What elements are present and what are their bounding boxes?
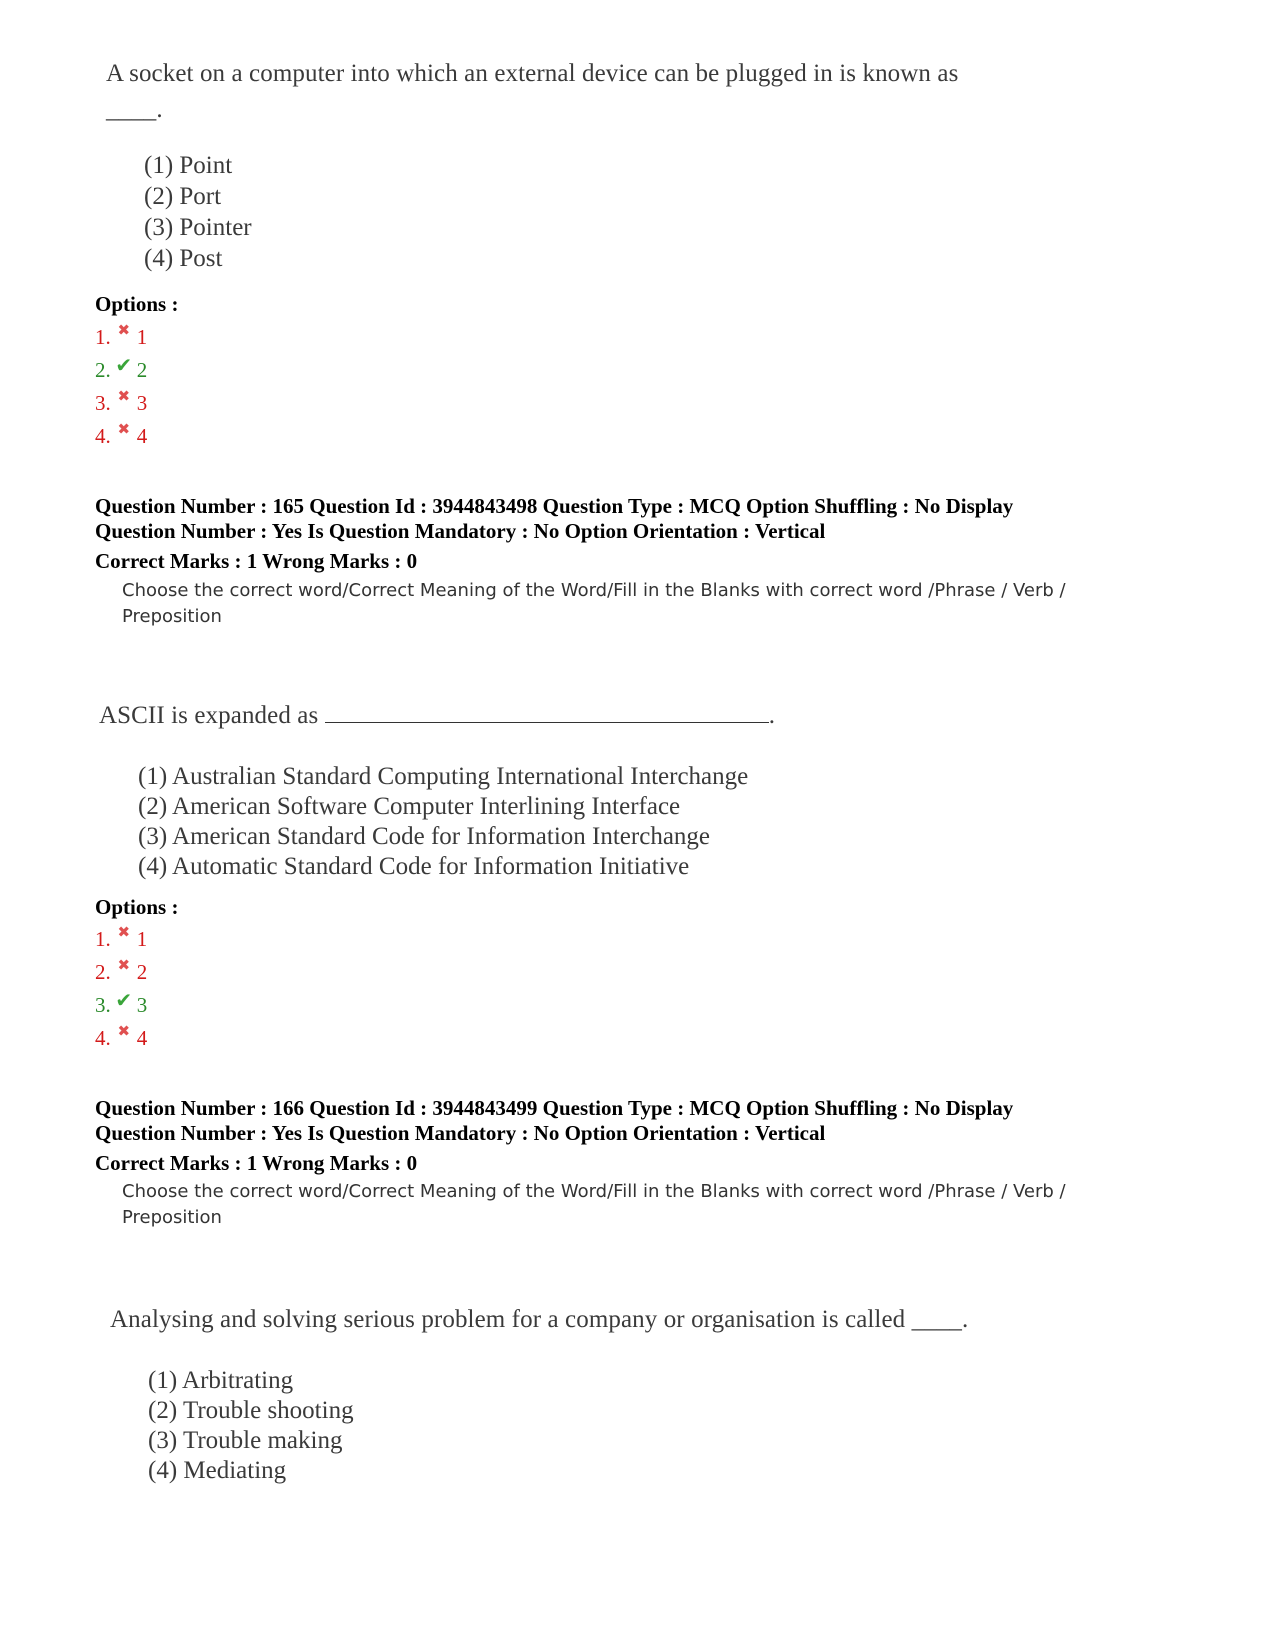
choice-item: (3) Trouble making — [148, 1427, 343, 1454]
choice-item: (2) Port — [144, 183, 222, 210]
option-number: 4. — [95, 1026, 111, 1050]
choice-item: (4) Post — [144, 245, 223, 272]
choice-list — [138, 762, 748, 882]
option-value: 3 — [136, 993, 148, 1017]
question-header-line: Question Number : 165 Question Id : 3944843498 Question Type : MCQ Option Shuffling : No Display — [95, 494, 1014, 518]
question-marks: Correct Marks : 1 Wrong Marks : 0 — [95, 549, 418, 573]
question-instruction — [122, 1179, 1066, 1231]
choice-item: (1) Point — [144, 152, 233, 179]
option-value: 1 — [136, 325, 148, 349]
option-number: 1. — [95, 325, 111, 349]
cross-mark-icon: ✖ — [117, 323, 131, 339]
choice-item: (1) Australian Standard Computing International Interchange — [138, 763, 749, 790]
choice-item: (4) Mediating — [148, 1457, 287, 1484]
option-value: 2 — [136, 358, 148, 382]
question-header — [95, 1096, 1013, 1146]
options-list — [95, 321, 147, 453]
option-value: 2 — [136, 960, 148, 984]
question-text: Analysing and solving serious problem for a company or organisation is called ____. — [110, 1306, 969, 1333]
question-marks: Correct Marks : 1 Wrong Marks : 0 — [95, 1151, 418, 1175]
choice-item: (3) American Standard Code for Information Interchange — [138, 823, 711, 850]
question-instruction — [122, 578, 1066, 630]
question-text — [99, 702, 775, 730]
option-value: 1 — [136, 927, 148, 951]
choice-item: (2) American Software Computer Interlining Interface — [138, 793, 681, 820]
cross-mark-icon: ✖ — [117, 389, 131, 405]
option-number: 2. — [95, 358, 111, 382]
question-stem: ASCII is expanded as — [99, 702, 319, 729]
question-header-line: Question Number : 166 Question Id : 3944843499 Question Type : MCQ Option Shuffling : No Display — [95, 1096, 1014, 1120]
choice-list — [144, 150, 252, 274]
options-label: Options : — [95, 292, 179, 316]
option-row — [95, 420, 147, 453]
options-label: Options : — [95, 895, 179, 919]
choice-item: (2) Trouble shooting — [148, 1397, 354, 1424]
question-blank: ____. — [106, 96, 163, 123]
answer-blank — [325, 722, 769, 723]
option-number: 3. — [95, 993, 111, 1017]
instruction-line: Choose the correct word/Correct Meaning of the Word/Fill in the Blanks with correct word /Phrase / Verb / — [122, 580, 1066, 601]
option-value: 4 — [136, 1026, 148, 1050]
instruction-line: Preposition — [122, 1207, 222, 1228]
cross-mark-icon: ✖ — [117, 925, 131, 941]
instruction-line: Preposition — [122, 606, 222, 627]
question-end: . — [768, 702, 776, 729]
option-number: 2. — [95, 960, 111, 984]
choice-list — [148, 1366, 354, 1486]
check-mark-icon: ✔ — [115, 990, 133, 1012]
option-number: 4. — [95, 424, 111, 448]
question-header — [95, 494, 1013, 544]
option-value: 4 — [136, 424, 148, 448]
choice-item: (1) Arbitrating — [148, 1367, 294, 1394]
choice-item: (3) Pointer — [144, 214, 252, 241]
question-header-line: Question Number : Yes Is Question Mandatory : No Option Orientation : Vertical — [95, 519, 826, 543]
cross-mark-icon: ✖ — [117, 958, 131, 974]
cross-mark-icon: ✖ — [117, 422, 131, 438]
option-value: 3 — [136, 391, 148, 415]
option-number: 3. — [95, 391, 111, 415]
question-header-line: Question Number : Yes Is Question Mandatory : No Option Orientation : Vertical — [95, 1121, 826, 1145]
question-text: A socket on a computer into which an external device can be plugged in is known as — [106, 60, 959, 87]
option-number: 1. — [95, 927, 111, 951]
instruction-line: Choose the correct word/Correct Meaning of the Word/Fill in the Blanks with correct word /Phrase / Verb / — [122, 1181, 1066, 1202]
choice-item: (4) Automatic Standard Code for Information Initiative — [138, 853, 690, 880]
option-row — [95, 1022, 147, 1055]
options-list — [95, 923, 147, 1055]
check-mark-icon: ✔ — [115, 355, 133, 377]
cross-mark-icon: ✖ — [117, 1024, 131, 1040]
